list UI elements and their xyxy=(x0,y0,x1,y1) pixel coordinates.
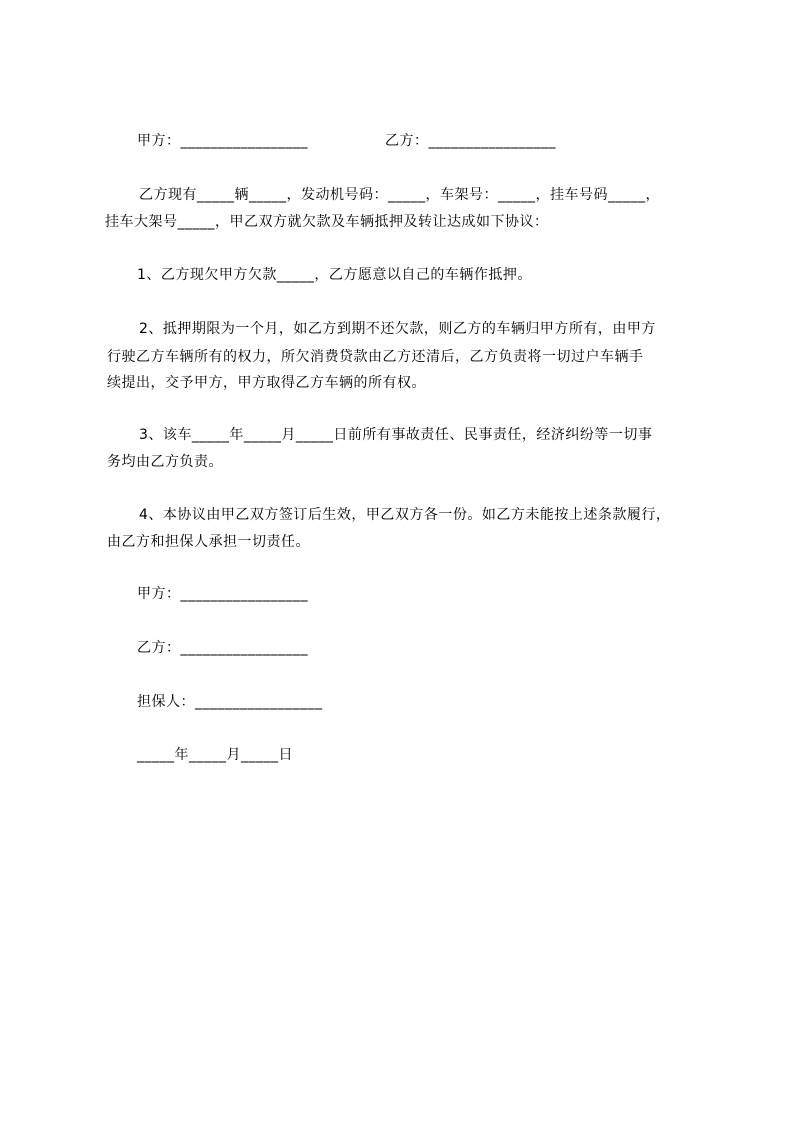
clause-3-line-1: 3、该车_____年_____月_____日前所有事故责任、民事责任，经济纠纷等一切事 xyxy=(139,427,653,443)
signature-party-b: 乙方：_________________ xyxy=(137,640,308,656)
header-party-a: 甲方：_________________ xyxy=(137,133,308,149)
clause-2-line-2: 行驶乙方车辆所有的权力，所欠消费贷款由乙方还清后，乙方负责将一切过户车辆手 xyxy=(107,349,644,365)
intro-line-2: 挂车大架号_____，甲乙双方就欠款及车辆抵押及转让达成如下协议： xyxy=(105,214,549,230)
clause-2-line-1: 2、抵押期限为一个月，如乙方到期不还欠款，则乙方的车辆归甲方所有，由甲方 xyxy=(139,321,656,337)
clause-2-line-3: 续提出，交予甲方，甲方取得乙方车辆的所有权。 xyxy=(107,375,426,391)
signature-date: _____年_____月_____日 xyxy=(137,747,293,763)
header-party-b: 乙方：_________________ xyxy=(385,133,556,149)
signature-party-a: 甲方：_________________ xyxy=(137,586,308,602)
clause-4-line-2: 由乙方和担保人承担一切责任。 xyxy=(107,534,310,550)
clause-3-line-2: 务均由乙方负责。 xyxy=(107,454,223,470)
clause-4-line-1: 4、本协议由甲乙双方签订后生效，甲乙双方各一份。如乙方未能按上述条款履行， xyxy=(139,507,671,523)
signature-guarantor: 担保人：_________________ xyxy=(137,694,323,710)
intro-line-1: 乙方现有_____辆_____，发动机号码：_____，车架号：_____，挂车号码_____， xyxy=(139,187,660,203)
clause-1-line-1: 1、乙方现欠甲方欠款_____，乙方愿意以自己的车辆作抵押。 xyxy=(137,267,532,283)
